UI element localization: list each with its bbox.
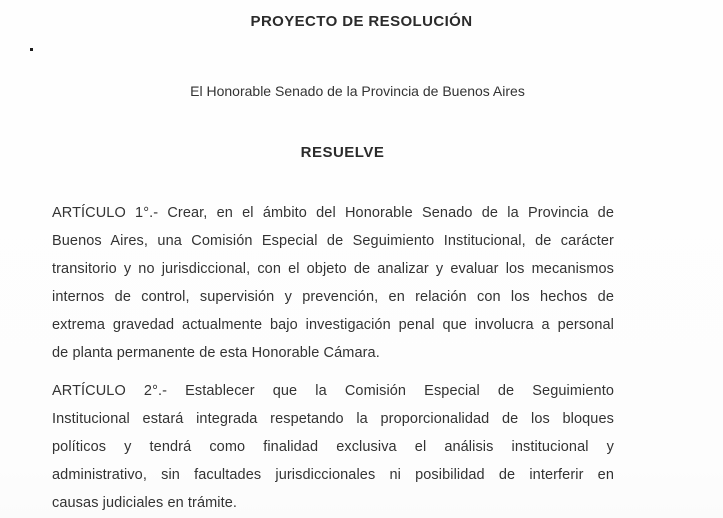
article-1-line: transitorio y no jurisdiccional, con el objeto de analizar y evaluar los mecanismos xyxy=(52,261,614,277)
article-2-line: Institucional estará integrada respetando la proporcionalidad de los bloques xyxy=(52,411,614,427)
article-1-line: ARTÍCULO 1°.- Crear, en el ámbito del Honorable Senado de la Provincia de xyxy=(52,205,614,221)
section-heading-resuelve: RESUELVE xyxy=(300,144,385,161)
document-title: PROYECTO DE RESOLUCIÓN xyxy=(250,13,473,30)
article-1-line: de planta permanente de esta Honorable Cámara. xyxy=(52,345,380,361)
ink-dot-mark xyxy=(30,48,33,51)
article-2-line: políticos y tendrá como finalidad exclusiva el análisis institucional y xyxy=(52,439,614,455)
article-2-paragraph xyxy=(52,377,614,517)
article-1-line: internos de control, supervisión y prevención, en relación con los hechos de xyxy=(52,289,614,305)
article-2-line: administrativo, sin facultades jurisdiccionales ni posibilidad de interferir en xyxy=(52,467,614,483)
article-2-line: causas judiciales en trámite. xyxy=(52,495,238,511)
article-2-line: ARTÍCULO 2°.- Establecer que la Comisión Especial de Seguimiento xyxy=(52,383,614,399)
article-1-line: Buenos Aires, una Comisión Especial de Seguimiento Institucional, de carácter xyxy=(52,233,614,249)
article-1-paragraph xyxy=(52,199,614,367)
document-subtitle: El Honorable Senado de la Provincia de Buenos Aires xyxy=(190,83,525,99)
article-1-line: extrema gravedad actualmente bajo investigación penal que involucra a personal xyxy=(52,317,614,333)
